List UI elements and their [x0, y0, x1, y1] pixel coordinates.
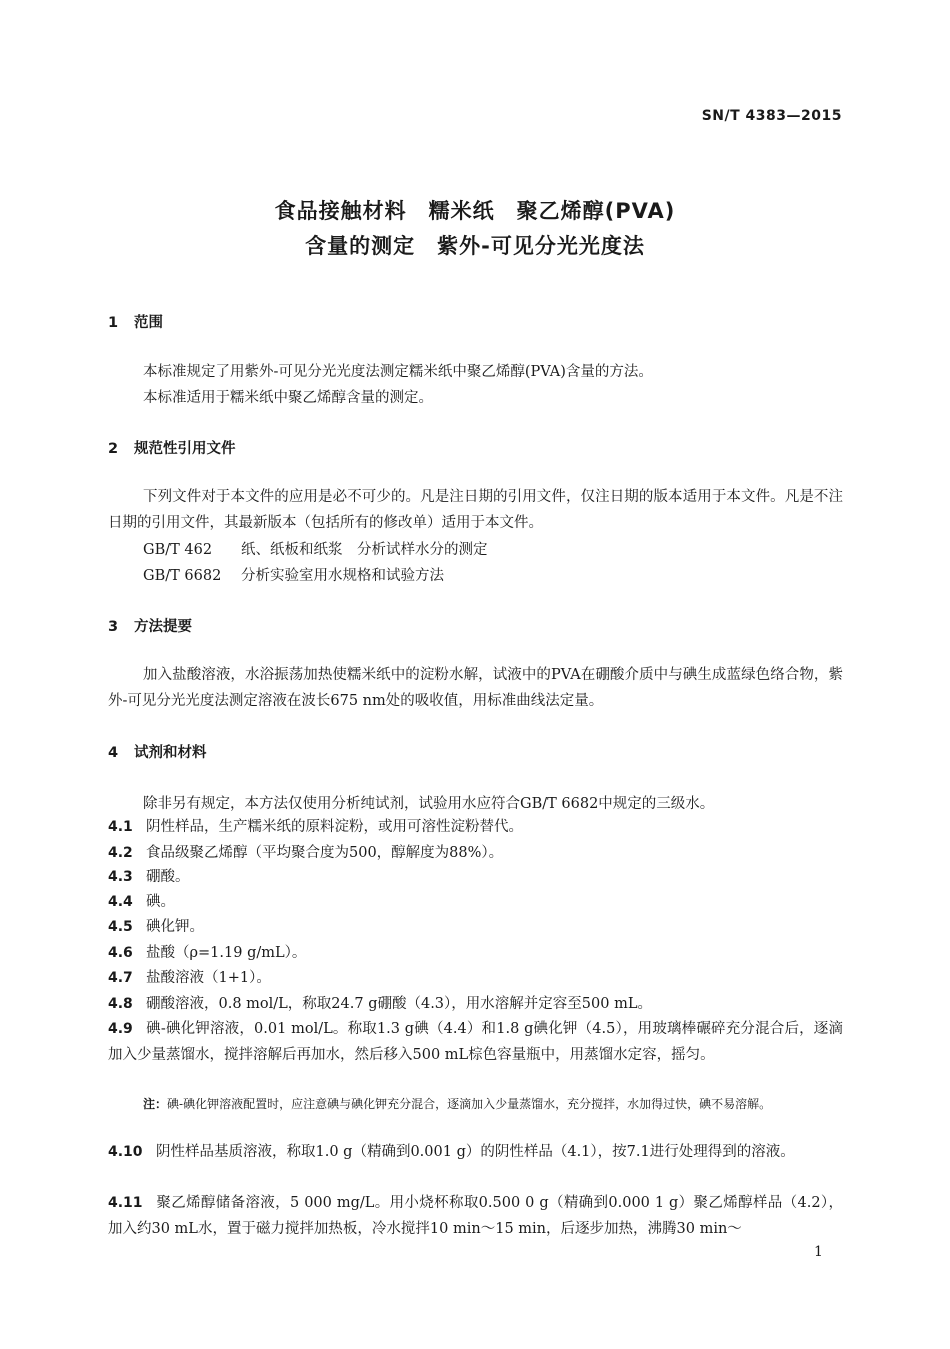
- reference-code: GB/T 462: [143, 542, 213, 558]
- standard-number: SN/T 4383—2015: [701, 108, 842, 124]
- list-item: [108, 864, 843, 890]
- note-text: 碘-碘化钾溶液配置时，应注意碘与碘化钾充分混合，逐滴加入少量蒸馏水，充分搅拌，水加得过快，碘不易溶解。: [167, 1097, 772, 1111]
- reference-code: GB/T 6682: [143, 568, 222, 584]
- section-title: 规范性引用文件: [134, 441, 236, 457]
- item-text: 碘化钾。: [146, 919, 204, 935]
- section-heading-scope: [108, 311, 163, 332]
- item-text: 食品级聚乙烯醇（平均聚合度为500，醇解度为88%）。: [146, 845, 504, 861]
- list-item: [108, 914, 843, 940]
- item-text: 盐酸（ρ=1.19 g/mL）。: [146, 945, 307, 961]
- item-number: 4.7: [108, 970, 133, 986]
- paragraph: 本标准规定了用紫外-可见分光光度法测定糯米纸中聚乙烯醇(PVA)含量的方法。: [143, 364, 653, 380]
- section-number: 1: [108, 315, 119, 331]
- list-item: [108, 840, 843, 866]
- section-number: 4: [108, 745, 119, 761]
- paragraph: 本标准适用于糯米纸中聚乙烯醇含量的测定。: [143, 390, 433, 406]
- item-text: 碘-碘化钾溶液，0.01 mol/L。称取1.3 g碘（4.4）和1.8 g碘化钾（4.5），用玻璃棒碾碎充分混合后，逐滴加入少量蒸馏水，搅拌溶解后再加水，然后移入500 mL棕色容量瓶中，用蒸馏水定容，摇匀。: [108, 1021, 843, 1063]
- list-item: [108, 1190, 843, 1242]
- section-number: 3: [108, 619, 119, 635]
- section-number: 2: [108, 441, 119, 457]
- page-number: 1: [814, 1244, 823, 1260]
- reference-title: 纸、纸板和纸浆 分析试样水分的测定: [241, 542, 488, 558]
- item-number: 4.10: [108, 1144, 143, 1160]
- item-text: 阴性样品，生产糯米纸的原料淀粉，或用可溶性淀粉替代。: [146, 819, 523, 835]
- item-number: 4.9: [108, 1021, 133, 1037]
- list-item: [108, 940, 843, 966]
- section-heading-principle: [108, 615, 192, 636]
- item-text: 聚乙烯醇储备溶液，5 000 mg/L。用小烧杯称取0.500 0 g（精确到0.000 1 g）聚乙烯醇样品（4.2），加入约30 mL水，置于磁力搅拌加热板，冷水搅拌10 min～15 min，后逐步加热，沸腾30 min～: [108, 1195, 843, 1237]
- item-number: 4.11: [108, 1195, 143, 1211]
- section-heading-normative-references: [108, 437, 236, 458]
- item-text: 碘。: [146, 894, 175, 910]
- paragraph: 除非另有规定，本方法仅使用分析纯试剂，试验用水应符合GB/T 6682中规定的三级水。: [143, 796, 715, 812]
- section-title: 方法提要: [134, 619, 192, 635]
- list-item: [108, 965, 843, 991]
- paragraph: 下列文件对于本文件的应用是必不可少的。凡是注日期的引用文件，仅注日期的版本适用于本文件。凡是不注日期的引用文件，其最新版本（包括所有的修改单）适用于本文件。: [108, 489, 843, 531]
- item-number: 4.5: [108, 919, 133, 935]
- item-number: 4.6: [108, 945, 133, 961]
- list-item: [108, 1016, 843, 1068]
- document-title-line2: 含量的测定 紫外-可见分光光度法: [305, 234, 645, 258]
- section-title: 范围: [134, 315, 163, 331]
- item-number: 4.4: [108, 894, 133, 910]
- reference-title: 分析实验室用水规格和试验方法: [241, 568, 444, 584]
- list-item: [108, 991, 843, 1017]
- list-item: [108, 1139, 843, 1165]
- reference-item: [143, 564, 444, 585]
- note-label: 注：: [143, 1097, 168, 1111]
- document-title-line1: 食品接触材料 糯米纸 聚乙烯醇(PVA): [274, 199, 676, 223]
- item-number: 4.2: [108, 845, 133, 861]
- paragraph: 加入盐酸溶液，水浴振荡加热使糯米纸中的淀粉水解，试液中的PVA在硼酸介质中与碘生成蓝绿色络合物，紫外-可见分光光度法测定溶液在波长675 nm处的吸收值，用标准曲线法定量。: [108, 667, 843, 709]
- list-item: [108, 889, 843, 915]
- item-text: 硼酸溶液，0.8 mol/L，称取24.7 g硼酸（4.3），用水溶解并定容至500 mL。: [146, 996, 652, 1012]
- reference-item: [143, 538, 488, 559]
- item-number: 4.8: [108, 996, 133, 1012]
- item-number: 4.3: [108, 869, 133, 885]
- section-heading-reagents: [108, 741, 207, 762]
- item-number: 4.1: [108, 819, 133, 835]
- list-item: [108, 814, 843, 840]
- note: [143, 1094, 843, 1115]
- section-title: 试剂和材料: [134, 745, 207, 761]
- item-text: 阴性样品基质溶液，称取1.0 g（精确到0.001 g）的阴性样品（4.1），按7.1进行处理得到的溶液。: [156, 1144, 795, 1160]
- item-text: 盐酸溶液（1+1）。: [146, 970, 271, 986]
- item-text: 硼酸。: [146, 869, 190, 885]
